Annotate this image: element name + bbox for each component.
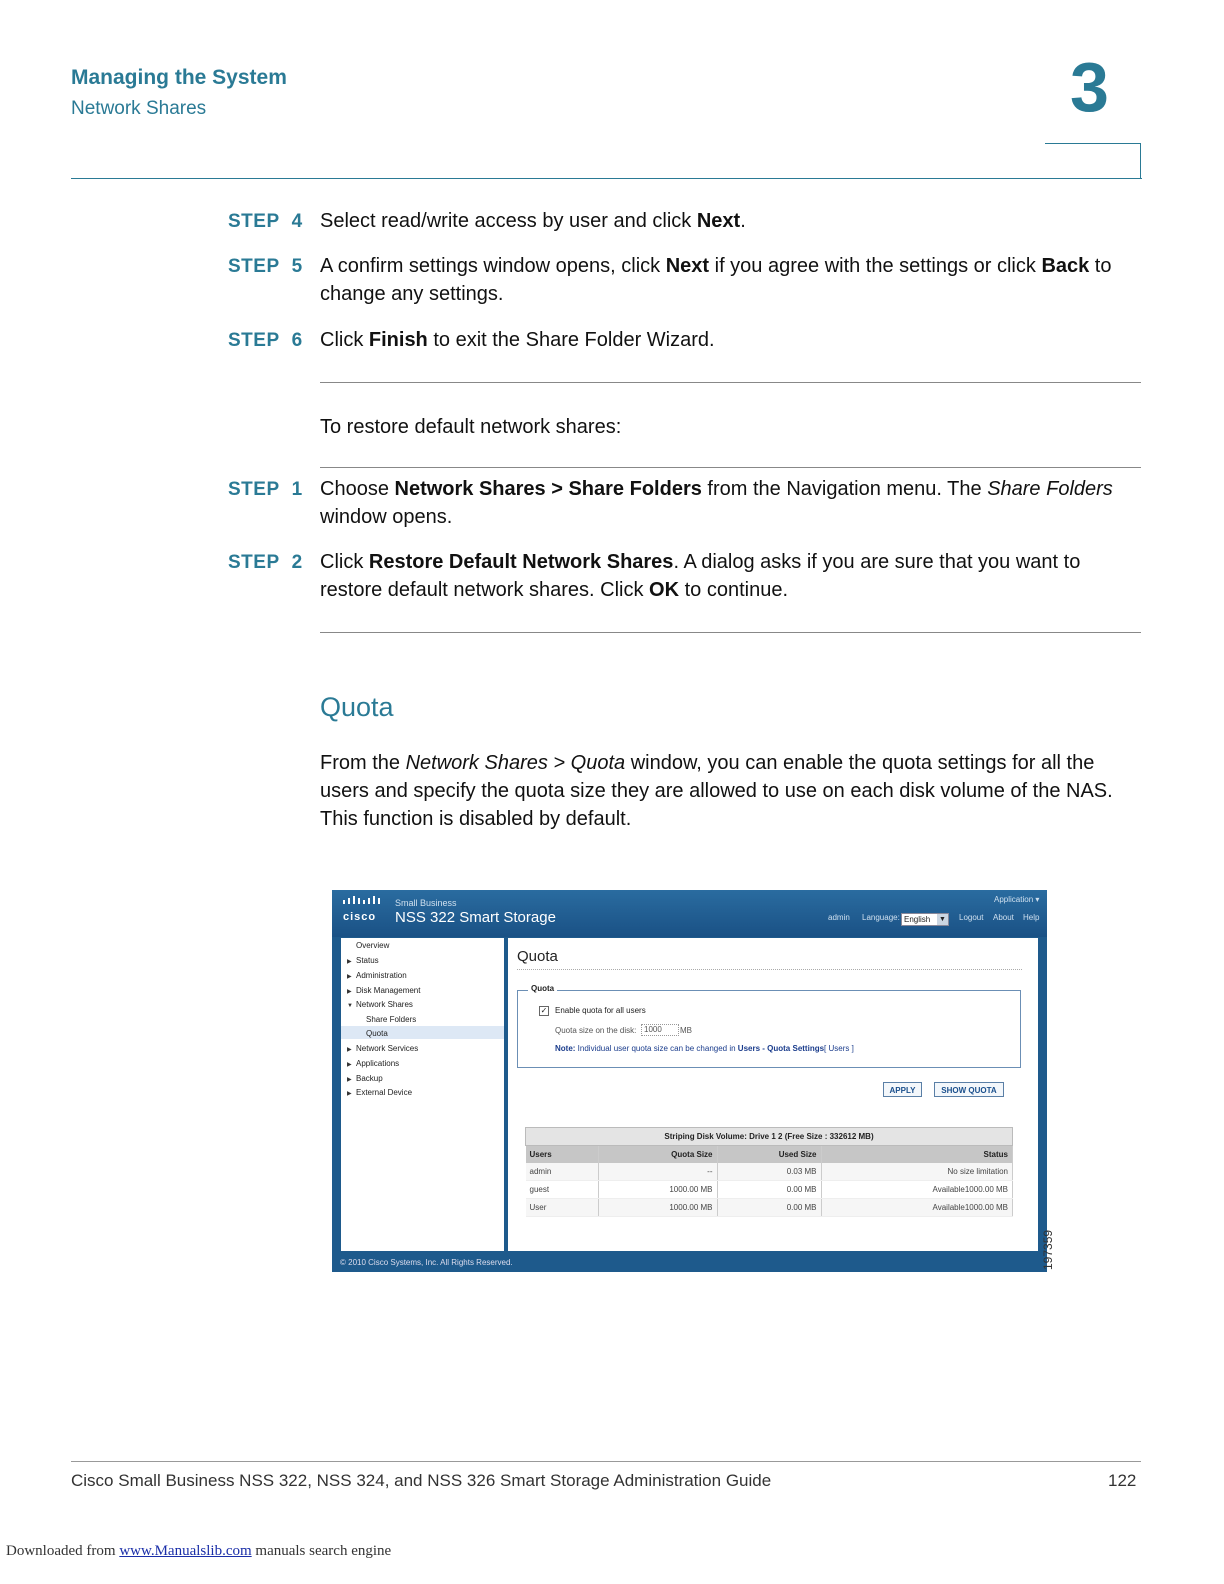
quota-heading: Quota <box>320 692 394 722</box>
expand-arrow-icon: ▶ <box>347 989 352 995</box>
nav-item-overview[interactable]: Overview <box>356 941 390 950</box>
step-label: STEP 2 <box>228 552 303 573</box>
user-name: admin <box>828 913 850 922</box>
column-header: Quota Size <box>598 1146 717 1164</box>
quota-screenshot <box>332 890 1047 1272</box>
step-label: STEP 5 <box>228 256 303 277</box>
cisco-logo: cisco <box>343 911 377 923</box>
nav-item-administration[interactable]: ▶ Administration <box>347 971 407 980</box>
language-label: Language: <box>862 913 900 922</box>
table-row: guest 1000.00 MB 0.00 MB Available1000.00 MB <box>526 1181 1013 1199</box>
restore-step-1-text: Choose Network Shares > Share Folders from the Navigation menu. The Share Folders window opens. <box>320 478 1113 528</box>
product-name: NSS 322 Smart Storage <box>395 909 556 926</box>
step-4-text: Select read/write access by user and click Next. <box>320 210 746 232</box>
language-select[interactable]: English ▼ <box>901 913 949 926</box>
logout-link[interactable]: Logout <box>959 913 984 922</box>
show-quota-button[interactable]: SHOW QUOTA <box>934 1082 1004 1097</box>
nav-item-status[interactable]: ▶ Status <box>347 956 379 965</box>
help-link[interactable]: Help <box>1023 913 1040 922</box>
nav-item-disk-management[interactable]: ▶ Disk Management <box>347 986 421 995</box>
header-title: Managing the System <box>71 66 287 89</box>
chapter-box <box>1045 143 1141 178</box>
nav-item-share-folders[interactable]: Share Folders <box>366 1015 417 1024</box>
step-6-text: Click Finish to exit the Share Folder Wizard. <box>320 329 715 351</box>
expand-arrow-icon: ▶ <box>347 1077 352 1083</box>
users-link[interactable]: [ Users ] <box>824 1044 854 1053</box>
expand-arrow-icon: ▶ <box>347 1091 352 1097</box>
application-menu[interactable]: Application ▾ <box>994 895 1040 904</box>
header-rule <box>71 178 1142 179</box>
column-header: Status <box>821 1146 1013 1164</box>
quota-note: Note: Individual user quota size can be changed in Users - Quota Settings[ Users ] <box>555 1044 854 1053</box>
footer-text: Cisco Small Business NSS 322, NSS 324, and NSS 326 Smart Storage Administration Guide <box>71 1471 772 1490</box>
expand-arrow-icon: ▶ <box>347 1047 352 1053</box>
header-subtitle: Network Shares <box>71 98 207 119</box>
expand-arrow-icon: ▶ <box>347 974 352 980</box>
nav-item-external-device[interactable]: ▶ External Device <box>347 1088 413 1097</box>
column-header: Users <box>526 1146 599 1164</box>
table-row: User 1000.00 MB 0.00 MB Available1000.00 MB <box>526 1199 1013 1217</box>
quota-unit: MB <box>680 1026 692 1035</box>
cisco-logo-bars-icon <box>343 896 383 904</box>
quota-size-label: Quota size on the disk: <box>555 1026 637 1035</box>
app-header <box>332 890 1047 937</box>
step-label: STEP 4 <box>228 211 303 232</box>
step-5-text: A confirm settings window opens, click Next if you agree with the settings or click Back to change any settings. <box>320 255 1112 305</box>
divider <box>320 382 1141 383</box>
apply-button[interactable]: APPLY <box>883 1082 922 1097</box>
page-number: 122 <box>1108 1471 1137 1490</box>
nav-item-network-shares[interactable]: ▼ Network Shares <box>347 1000 413 1009</box>
fieldset-legend: Quota <box>528 984 557 993</box>
manualslib-link[interactable]: www.Manualslib.com <box>119 1543 252 1559</box>
expand-arrow-icon: ▶ <box>347 1062 352 1068</box>
restore-step-2-text: Click Restore Default Network Shares. A dialog asks if you are sure that you want to restore default network shares. Click OK to continue. <box>320 551 1081 601</box>
nav-item-backup[interactable]: ▶ Backup <box>347 1074 383 1083</box>
copyright: © 2010 Cisco Systems, Inc. All Rights Reserved. <box>340 1258 513 1267</box>
table-caption: Striping Disk Volume: Drive 1 2 (Free Size : 332612 MB) <box>526 1128 1013 1146</box>
download-notice: Downloaded from www.Manualslib.com manuals search engine <box>6 1543 392 1559</box>
restore-intro: To restore default network shares: <box>320 416 622 438</box>
step-label: STEP 1 <box>228 479 303 500</box>
quota-size-input[interactable]: 1000 <box>641 1024 679 1036</box>
step-label: STEP 6 <box>228 330 303 351</box>
panel-title: Quota <box>517 948 558 965</box>
divider <box>320 467 1141 468</box>
quota-paragraph: From the Network Shares > Quota window, you can enable the quota settings for all the users and specify the quota size they are allowed to use on each disk volume of the NAS. This function is disabled by default. <box>320 752 1113 830</box>
small-business-label: Small Business <box>395 898 457 908</box>
nav-menu <box>341 938 504 1251</box>
expand-arrow-icon: ▶ <box>347 959 352 965</box>
about-link[interactable]: About <box>993 913 1014 922</box>
enable-quota-label: Enable quota for all users <box>555 1006 646 1015</box>
nav-item-network-services[interactable]: ▶ Network Services <box>347 1044 419 1053</box>
nav-item-quota[interactable]: Quota <box>366 1029 388 1038</box>
chapter-number: 3 <box>1070 48 1109 126</box>
chevron-down-icon: ▼ <box>937 914 948 925</box>
main-panel <box>508 938 1038 1251</box>
table-row: admin -- 0.03 MB No size limitation <box>526 1163 1013 1181</box>
footer-rule <box>71 1461 1141 1462</box>
column-header: Used Size <box>717 1146 821 1164</box>
users-quota-link[interactable]: Users - Quota Settings <box>737 1044 825 1053</box>
collapse-arrow-icon: ▼ <box>347 1003 353 1009</box>
divider <box>320 632 1141 633</box>
enable-quota-checkbox[interactable]: ✓ <box>540 1006 548 1015</box>
title-divider <box>517 969 1022 970</box>
nav-item-applications[interactable]: ▶ Applications <box>347 1059 400 1068</box>
quota-table <box>525 1127 1013 1217</box>
figure-id: 197359 <box>1041 1229 1055 1270</box>
